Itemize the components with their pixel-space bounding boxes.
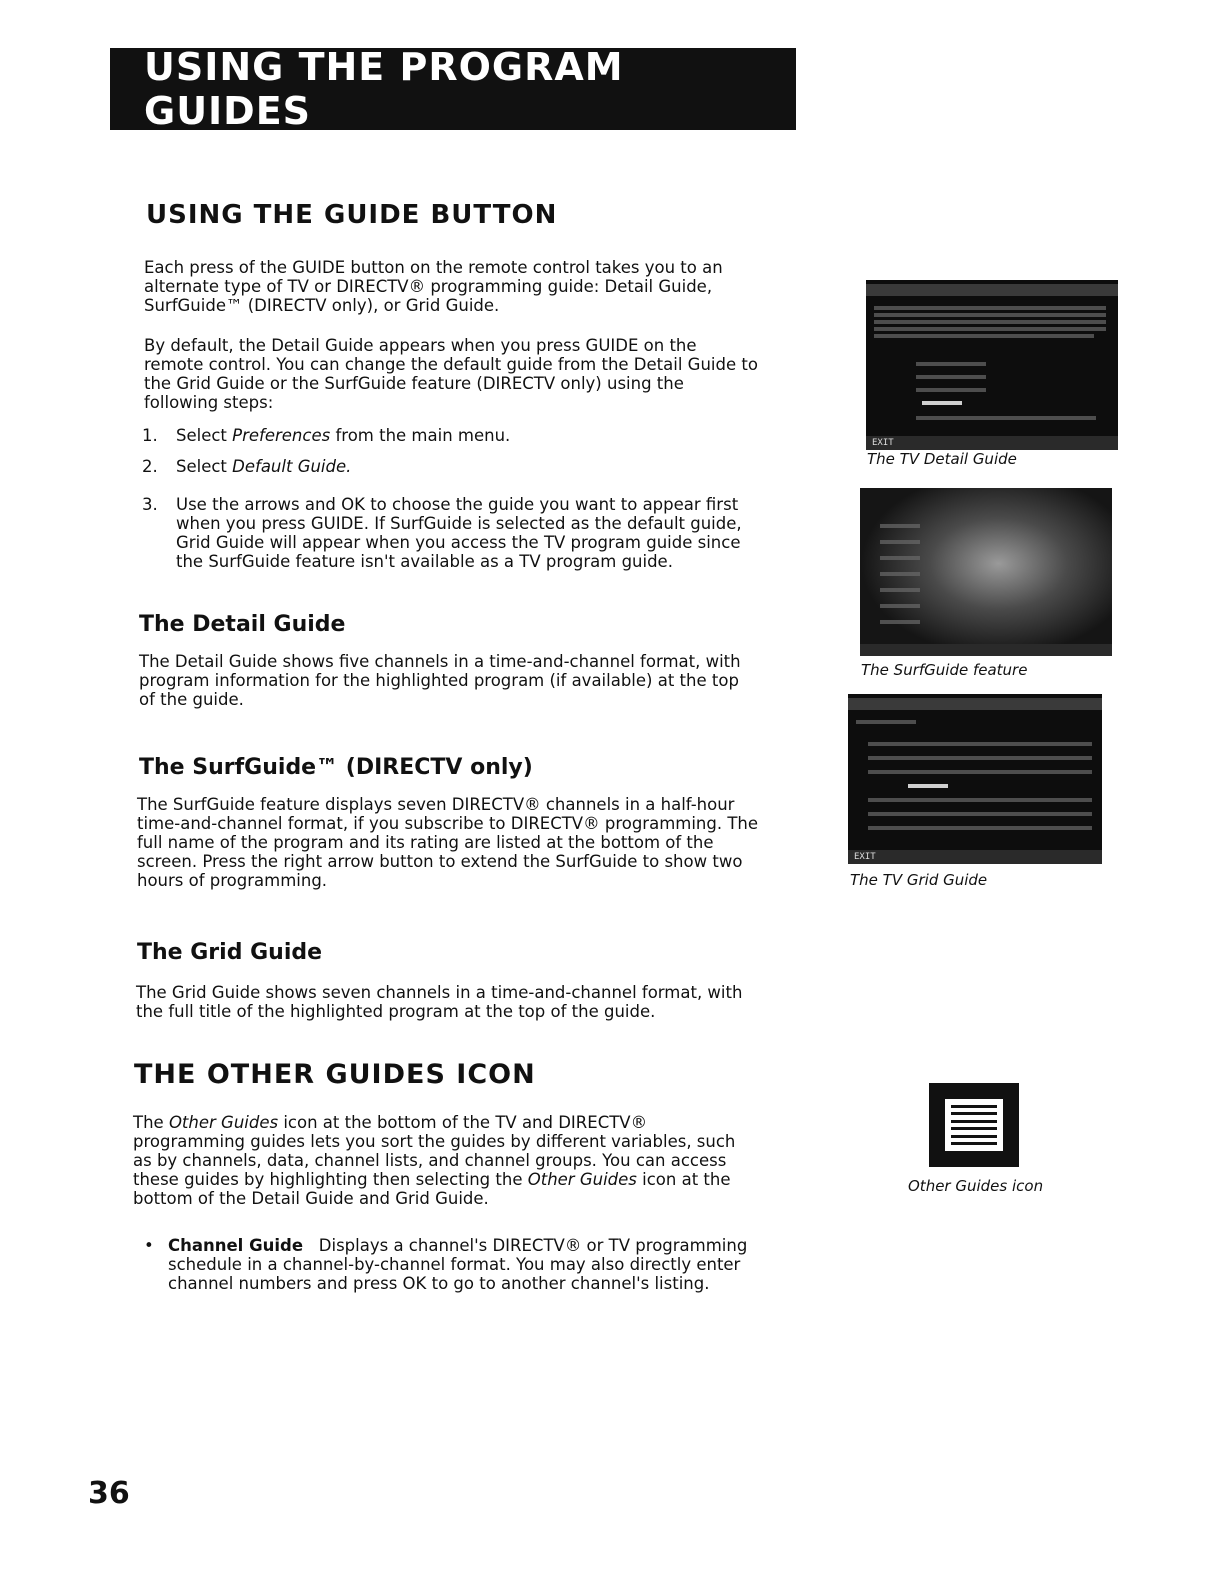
step-emphasis: Preferences bbox=[232, 426, 331, 445]
step-number: 3. bbox=[142, 495, 158, 514]
exit-label: EXIT bbox=[854, 852, 876, 862]
caption-grid-guide: The TV Grid Guide bbox=[850, 871, 988, 889]
section-heading-guide-button: USING THE GUIDE BUTTON bbox=[146, 200, 558, 230]
subheading-detail-guide: The Detail Guide bbox=[139, 612, 346, 637]
other-guides-icon bbox=[929, 1083, 1019, 1167]
step-number: 2. bbox=[142, 457, 158, 476]
page-banner: USING THE PROGRAM GUIDES bbox=[110, 48, 796, 130]
caption-other-guides-icon: Other Guides icon bbox=[908, 1177, 1044, 1195]
step-text: Use the arrows and OK to choose the guide you want to appear first when you press GUIDE. If SurfGuide is selected as the default guide, Grid Guide will appear when you access the TV program guide since the SurfGuide feature isn't available as a TV program guide. bbox=[176, 495, 742, 571]
detail-guide-screenshot bbox=[866, 280, 1118, 450]
step-text: Select bbox=[176, 426, 233, 445]
caption-surfguide: The SurfGuide feature bbox=[861, 661, 1028, 679]
subheading-surfguide: The SurfGuide™ (DIRECTV only) bbox=[139, 755, 533, 780]
step-emphasis: Default Guide. bbox=[232, 457, 352, 476]
guide-button-paragraph-2: By default, the Detail Guide appears when you press GUIDE on the remote control. You can change the default guide from the Detail Guide to the Grid Guide or the SurfGuide feature (DIRECTV only) using the following steps: bbox=[144, 336, 758, 412]
other-guides-emphasis: Other Guides bbox=[527, 1170, 637, 1189]
detail-guide-text: The Detail Guide shows five channels in a time-and-channel format, with program information for the highlighted program (if available) at the top of the guide. bbox=[139, 652, 741, 709]
bullet-dot: • bbox=[144, 1236, 154, 1255]
exit-label: EXIT bbox=[872, 438, 894, 448]
other-guides-text: icon at the bottom of the Detail Guide and Grid Guide. bbox=[133, 1170, 731, 1208]
step-text: from the main menu. bbox=[330, 426, 511, 445]
other-guides-paragraph bbox=[133, 1113, 751, 1208]
step-3 bbox=[142, 495, 762, 575]
page-number: 36 bbox=[88, 1476, 130, 1511]
step-1 bbox=[142, 426, 762, 446]
subheading-grid-guide: The Grid Guide bbox=[137, 940, 323, 965]
guide-button-paragraph-1: Each press of the GUIDE button on the remote control takes you to an alternate type of TV or DIRECTV® programming guide: Detail Guide, SurfGuide™ (DIRECTV only), or Grid Guide. bbox=[144, 258, 723, 315]
step-text: Select bbox=[176, 457, 233, 476]
other-guides-emphasis: Other Guides bbox=[168, 1113, 279, 1132]
step-number: 1. bbox=[142, 426, 158, 445]
bullet-term: Channel Guide bbox=[168, 1236, 304, 1255]
other-guides-text: icon at the bottom of the TV and DIRECTV® programming guides lets you sort the guides by different variables, such as by channels, data, channel lists, and channel groups. You can access these guides by highlighting then selecting the bbox=[133, 1113, 736, 1189]
section-heading-other-guides: THE OTHER GUIDES ICON bbox=[134, 1059, 536, 1090]
grid-guide-screenshot bbox=[848, 694, 1102, 864]
surfguide-screenshot bbox=[860, 488, 1112, 656]
grid-guide-text: The Grid Guide shows seven channels in a time-and-channel format, with the full title of the highlighted program at the top of the guide. bbox=[136, 983, 743, 1021]
caption-detail-guide: The TV Detail Guide bbox=[867, 450, 1017, 468]
surfguide-text: The SurfGuide feature displays seven DIRECTV® channels in a half-hour time-and-channel format, if you subscribe to DIRECTV® programming. The full name of the program and its rating are listed at the bottom of the screen. Press the right arrow button to extend the SurfGuide to show two hours of programming. bbox=[137, 795, 759, 890]
other-guides-text: The bbox=[133, 1113, 169, 1132]
step-2 bbox=[142, 457, 762, 477]
bullet-text: Displays a channel's DIRECTV® or TV programming schedule in a channel-by-channel format. You may also directly enter channel numbers and press OK to go to another channel's listing. bbox=[168, 1236, 748, 1293]
